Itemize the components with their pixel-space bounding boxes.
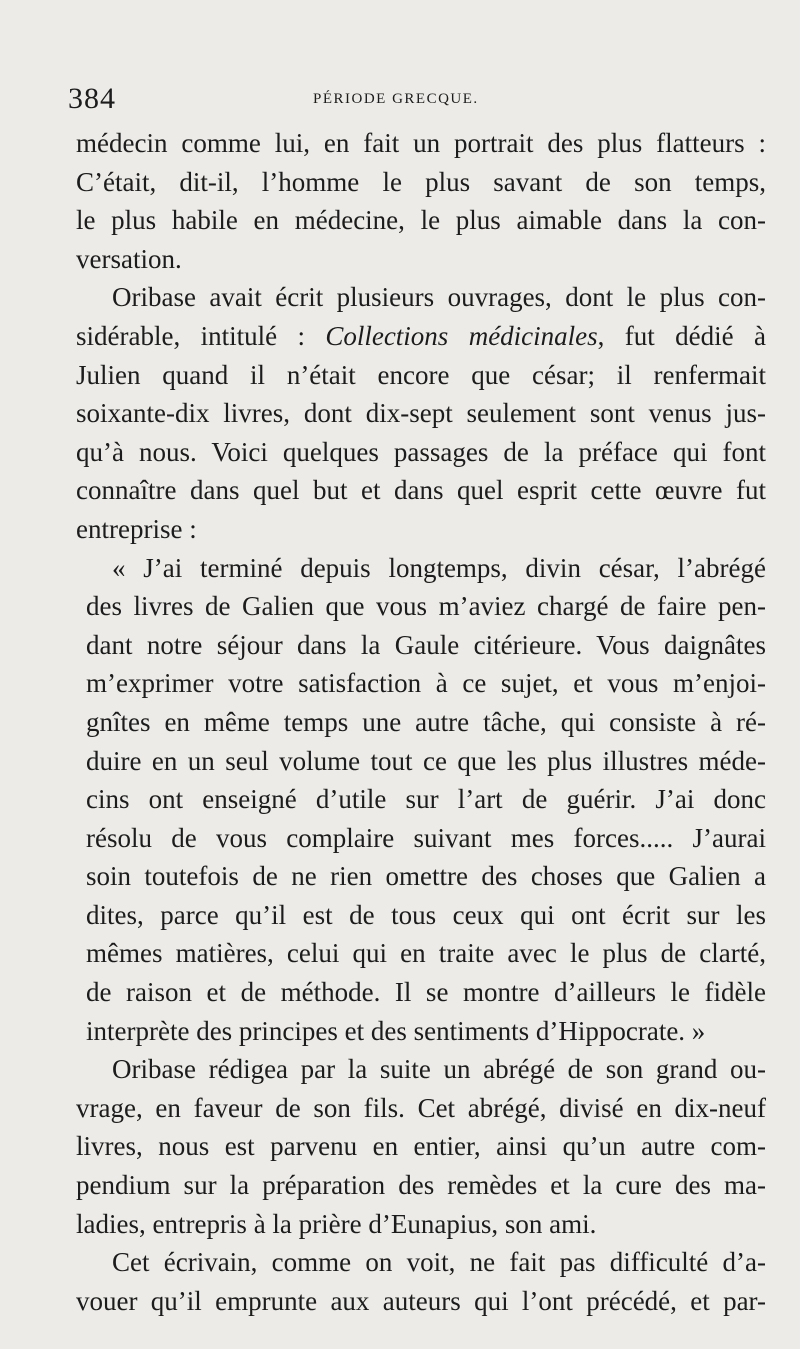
text-line: le plus habile en médecine, le plus aimable dans la con- [76, 205, 766, 236]
text-line: Cet écrivain, comme on voit, ne fait pas difficulté d’a- [112, 1247, 766, 1278]
text-line: médecin comme lui, en fait un portrait des plus flatteurs : [76, 128, 766, 158]
quote-line: interprète des principes et des sentiments d’Hippocrate. » [86, 1015, 706, 1046]
text-line: soixante-dix livres, dont dix-sept seulement sont venus jus- [76, 398, 766, 429]
quote-line: gnîtes en même temps une autre tâche, qui consiste à ré- [86, 706, 766, 737]
quote-line: de raison et de méthode. Il se montre d’ailleurs le fidèle [86, 977, 766, 1008]
quote-line: « J’ai terminé depuis longtemps, divin césar, l’abrégé [112, 552, 766, 583]
text-line: connaître dans quel but et dans quel esprit cette œuvre fut [76, 475, 766, 506]
quote-line: des livres de Galien que vous m’aviez chargé de faire pen- [86, 591, 766, 622]
text-line: Oribase avait écrit plusieurs ouvrages, dont le plus con- [112, 282, 766, 313]
text-line: Oribase rédigea par la suite un abrégé de son grand ou- [112, 1054, 766, 1085]
book-title: Collections médicinales [325, 320, 598, 351]
quote-line: dant notre séjour dans la Gaule citérieure. Vous daignâtes [86, 629, 766, 660]
quote-line: duire en un seul volume tout ce que les plus illustres méde- [86, 745, 766, 776]
text-line: livres, nous est parvenu en entier, ainsi qu’un autre com- [76, 1131, 766, 1162]
quote-line: mêmes matières, celui qui en traite avec le plus de clarté, [86, 938, 766, 969]
running-title: PÉRIODE GRECQUE. [313, 91, 479, 107]
text-line: vouer qu’il emprunte aux auteurs qui l’ont précédé, et par- [76, 1285, 766, 1316]
text-line: qu’à nous. Voici quelques passages de la préface qui font [76, 436, 766, 467]
text-line: C’était, dit-il, l’homme le plus savant de son temps, [76, 166, 766, 197]
text-line: versation. [76, 243, 182, 274]
text-segment: sidérable, intitulé : [76, 320, 326, 351]
text-line: vrage, en faveur de son fils. Cet abrégé, divisé en dix-neuf [76, 1092, 766, 1123]
text-line [76, 317, 766, 356]
quote-line: m’exprimer votre satisfaction à ce sujet, et vous m’enjoi- [86, 668, 766, 699]
text-line: ladies, entrepris à la prière d’Eunapius, son ami. [76, 1208, 597, 1239]
quote-line: résolu de vous complaire suivant mes forces..... J’aurai [86, 822, 766, 853]
text-line: pendium sur la préparation des remèdes et la cure des ma- [76, 1170, 766, 1201]
text-line: entreprise : [76, 513, 197, 544]
page-number: 384 [68, 82, 116, 115]
text-line: Julien quand il n’était encore que césar; il renfermait [76, 359, 766, 390]
quote-line: soin toutefois de ne rien omettre des choses que Galien a [86, 861, 766, 892]
body-text [76, 124, 766, 1320]
quote-line: dites, parce qu’il est de tous ceux qui ont écrit sur les [86, 899, 766, 930]
quote-line: cins ont enseigné d’utile sur l’art de guérir. J’ai donc [86, 784, 766, 815]
text-segment: , fut dédié à [597, 320, 766, 351]
